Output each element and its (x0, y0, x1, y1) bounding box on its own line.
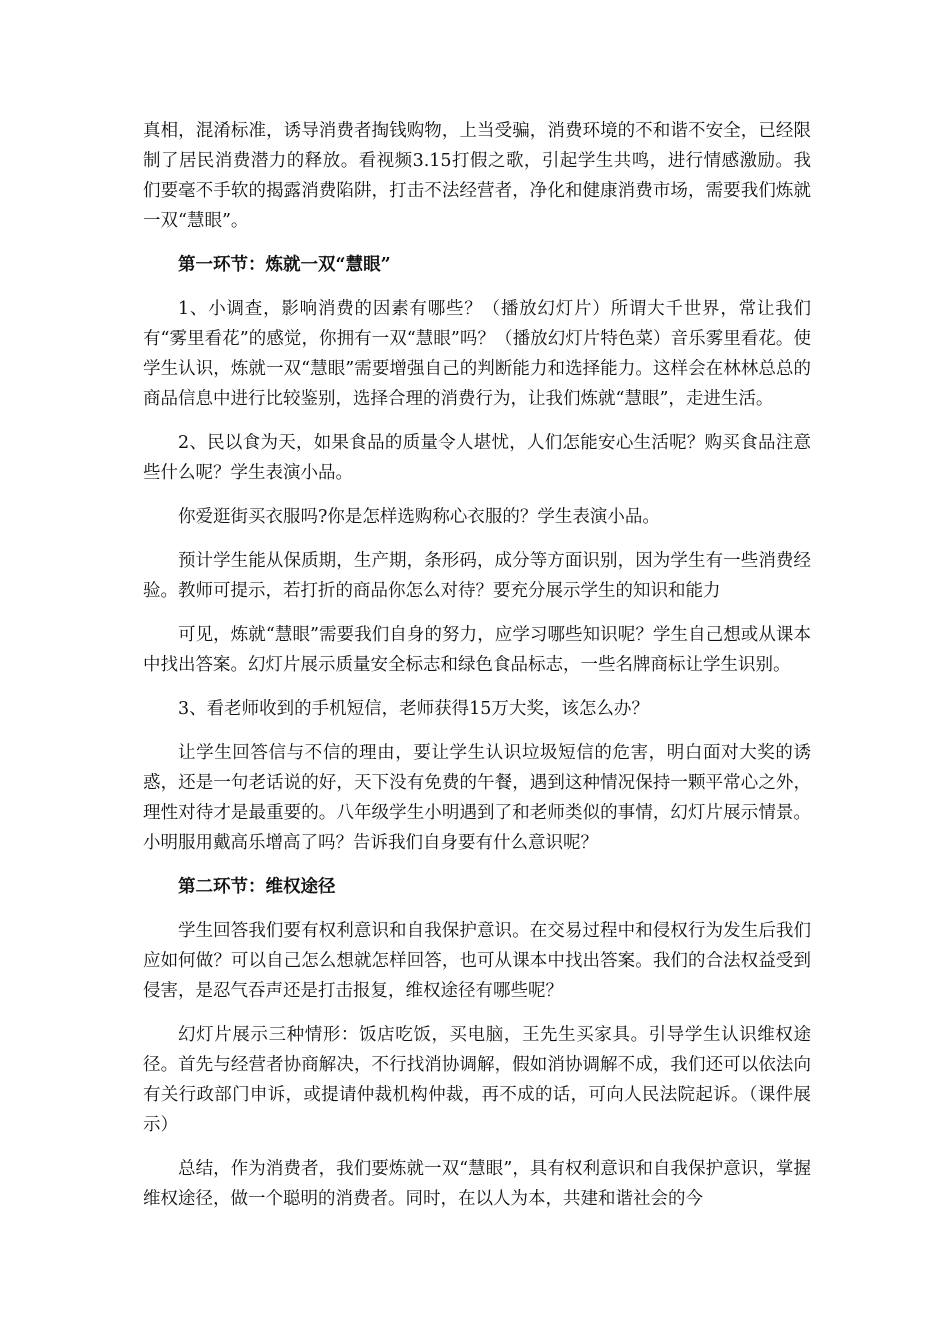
paragraph-sms: 3、看老师收到的手机短信，老师获得15万大奖，该怎么办？ (178, 699, 649, 719)
paragraph-expectation: 预计学生能从保质期，生产期，条形码，成分等方面识别，因为学生有一些消费经验。教师可提示，若打折的商品你怎么对待？要充分展示学生的知识和能力 (143, 551, 811, 601)
document-page (143, 116, 811, 1228)
paragraph-intro: 真相，混淆标准，诱导消费者掏钱购物，上当受骗，消费环境的不和谐不安全，已经限制了居民消费潜力的释放。看视频3.15打假之歌，引起学生共鸣，进行情感激励。我们要毫不手软的揭露消费陷阱，打击不法经营者，净化和健康消费市场，需要我们炼就一双“慧眼”。 (143, 121, 811, 231)
paragraph-clothes: 你爱逛街买衣服吗?你是怎样选购称心衣服的？学生表演小品。 (178, 507, 660, 527)
paragraph-summary: 总结，作为消费者，我们要炼就一双“慧眼”，具有权利意识和自我保护意识，掌握维权途径，做一个聪明的消费者。同时，在以人为本，共建和谐社会的今 (143, 1159, 811, 1209)
paragraph-knowledge: 可见，炼就“慧眼”需要我们自身的努力，应学习哪些知识呢？学生自己想或从课本中找出答案。幻灯片展示质量安全标志和绿色食品标志，一些名牌商标让学生识别。 (143, 625, 811, 675)
paragraph-survey: 1、小调查，影响消费的因素有哪些？（播放幻灯片）所谓大千世界，常让我们有“雾里看花”的感觉，你拥有一双“慧眼”吗？（播放幻灯片特色菜）音乐雾里看花。使学生认识，炼就一双“慧眼”需要增强自己的判断能力和选择能力。这样会在林林总总的商品信息中进行比较鉴别，选择合理的消费行为，让我们炼就“慧眼”，走进生活。 (143, 299, 811, 409)
paragraph-food: 2、民以食为天，如果食品的质量令人堪忧，人们怎能安心生活呢？购买食品注意些什么呢？学生表演小品。 (143, 433, 811, 483)
section-heading-1: 第一环节：炼就一双“慧眼” (178, 255, 391, 275)
paragraph-scenarios: 幻灯片展示三种情形：饭店吃饭，买电脑，王先生买家具。引导学生认识维权途径。首先与经营者协商解决，不行找消协调解，假如消协调解不成，我们还可以依法向有关行政部门申诉，或提请仲裁机构仲裁，再不成的话，可向人民法院起诉。（课件展示） (143, 1025, 811, 1135)
section-heading-2: 第二环节：维权途径 (178, 877, 336, 897)
paragraph-rights: 学生回答我们要有权利意识和自我保护意识。在交易过程中和侵权行为发生后我们应如何做？可以自己怎么想就怎样回答，也可从课本中找出答案。我们的合法权益受到侵害，是忍气吞声还是打击报复，维权途径有哪些呢？ (143, 921, 811, 1001)
paragraph-reasoning: 让学生回答信与不信的理由，要让学生认识垃圾短信的危害，明白面对大奖的诱惑，还是一句老话说的好，天下没有免费的午餐，遇到这种情况保持一颗平常心之外，理性对待才是最重要的。八年级学生小明遇到了和老师类似的事情，幻灯片展示情景。小明服用戴高乐增高了吗？告诉我们自身要有什么意识呢？ (143, 743, 811, 853)
